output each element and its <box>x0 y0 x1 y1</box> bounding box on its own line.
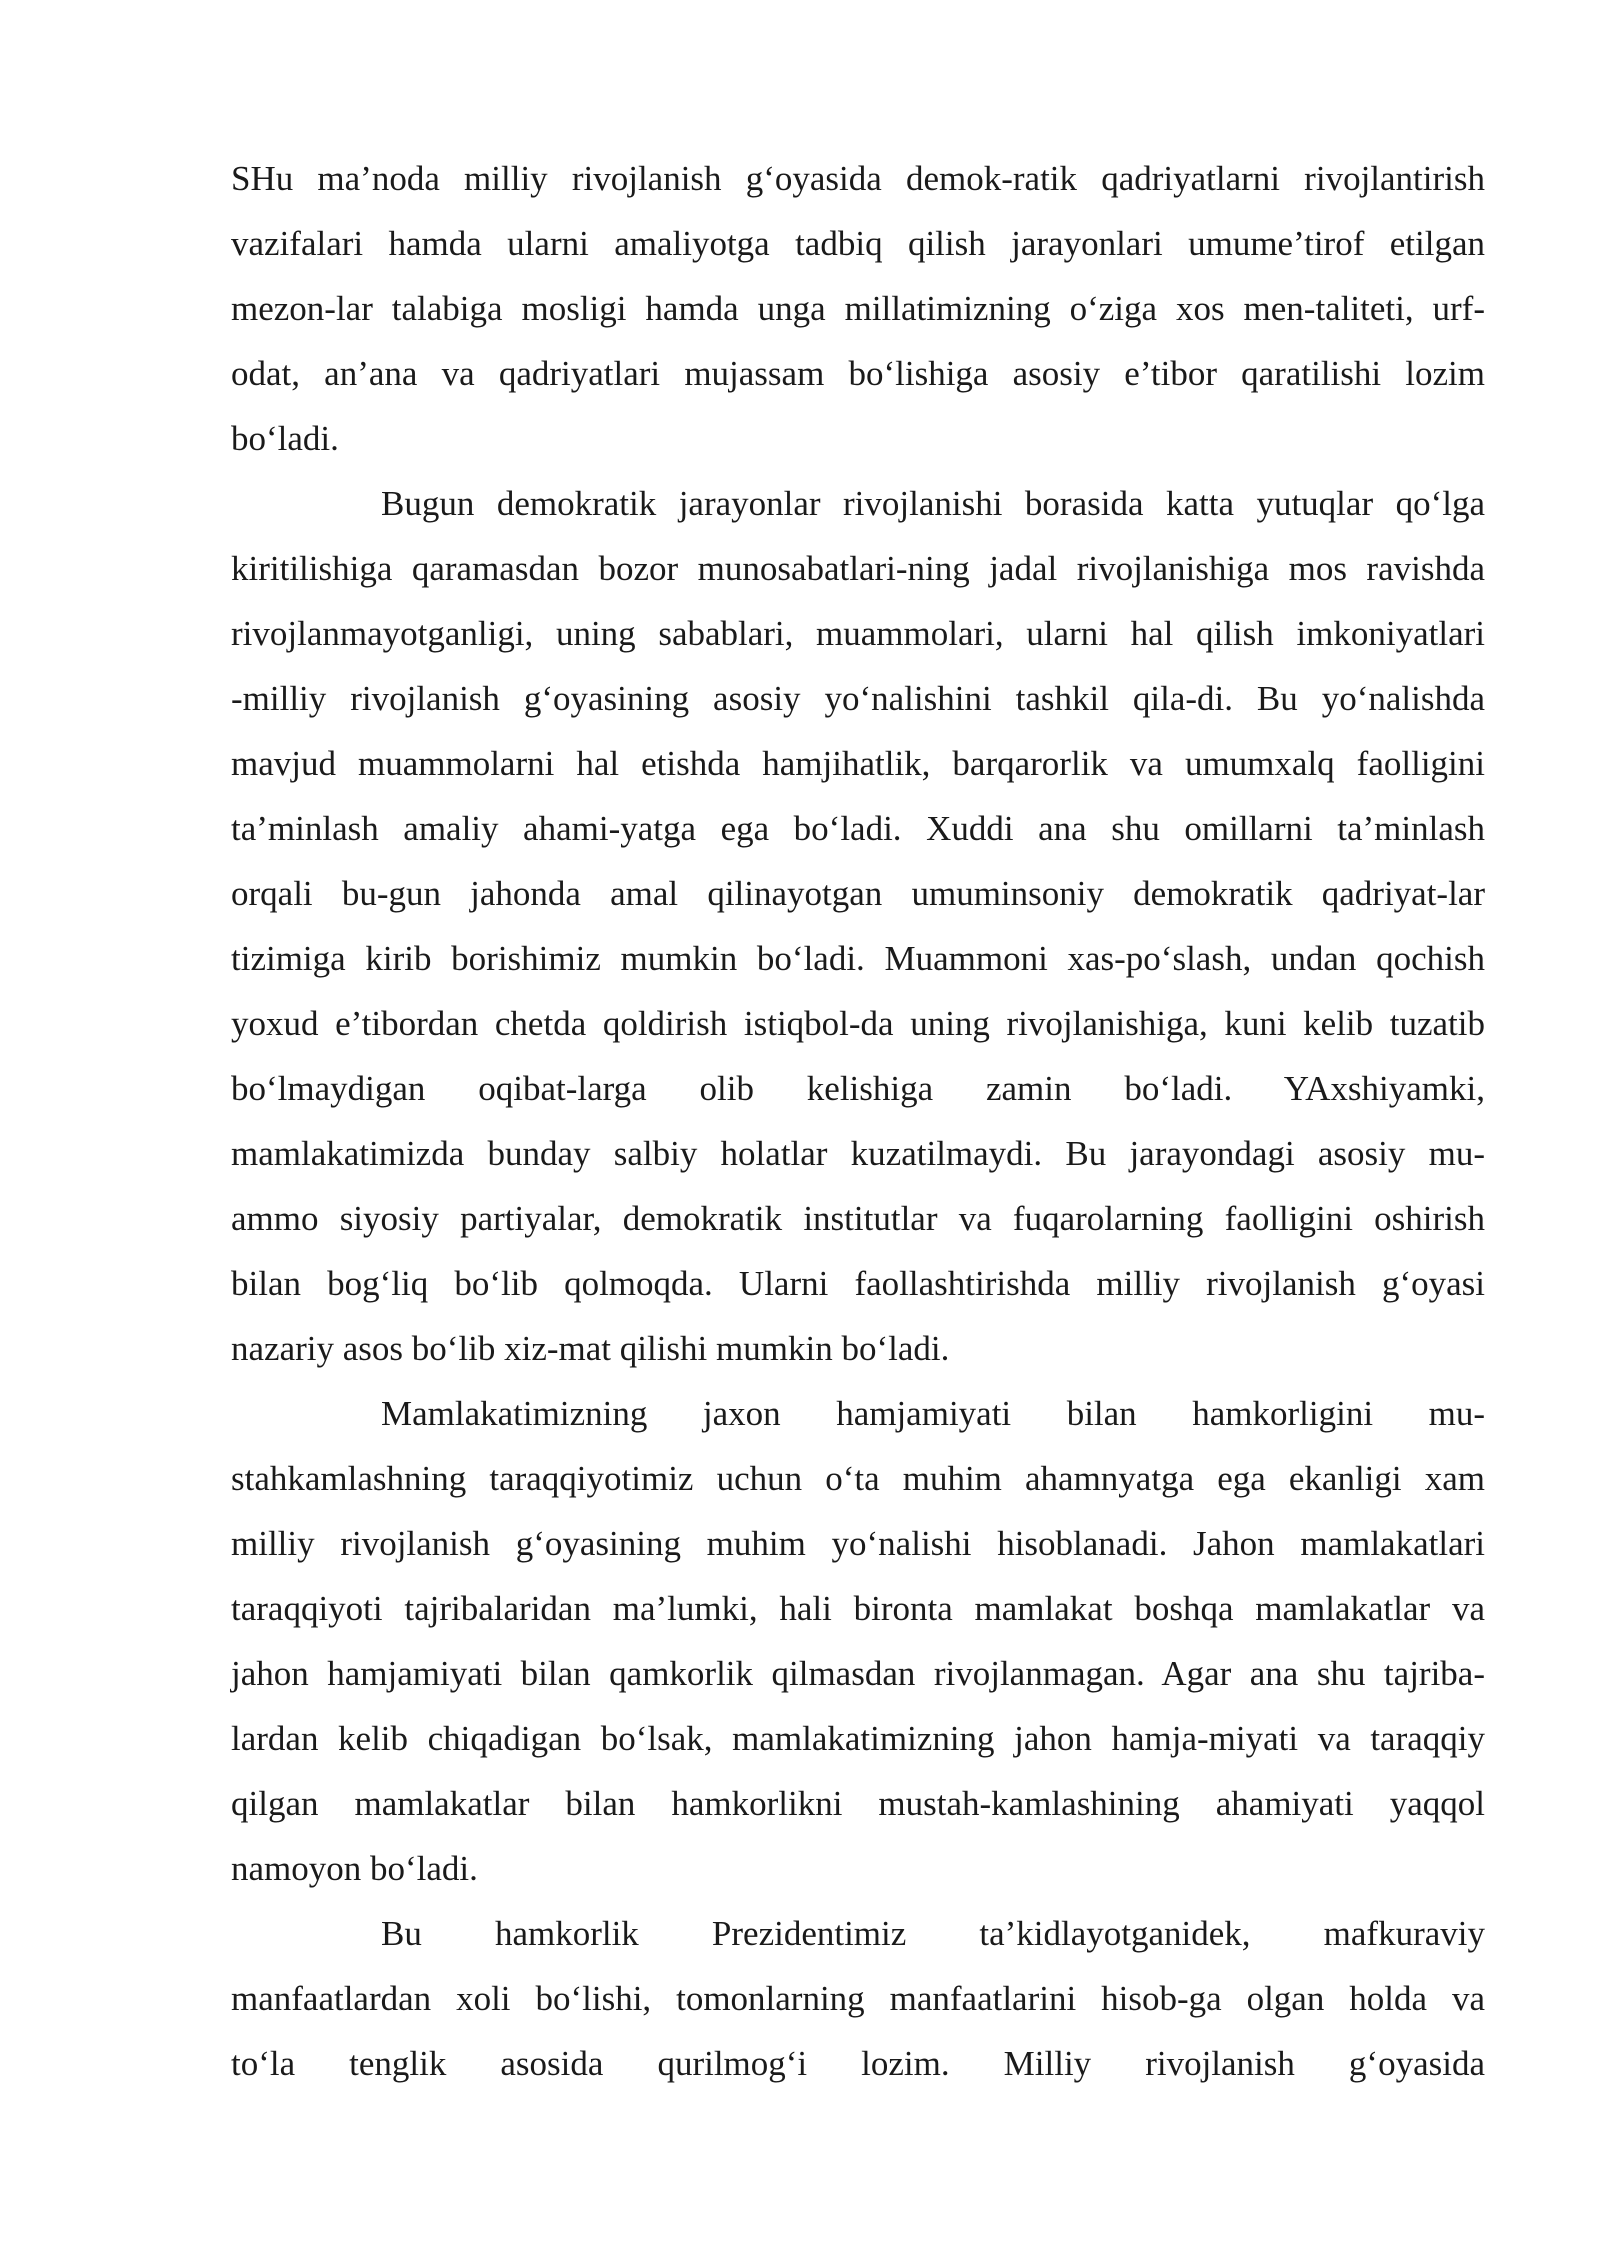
text-line: vazifalari hamda ularni amaliyotga tadbiq qilish jarayonlari umume’tirof etilgan <box>231 224 1485 263</box>
text-line: SHu ma’noda milliy rivojlanish g‘oyasida demok-ratik qadriyatlarni rivojlantirish <box>231 159 1485 198</box>
document-page <box>231 146 1485 2096</box>
text-line: odat, an’ana va qadriyatlari mujassam bo‘lishiga asosiy e’tibor qaratilishi lozim <box>231 354 1485 393</box>
text-line: ta’minlash amaliy ahami-yatga ega bo‘ladi. Xuddi ana shu omillarni ta’minlash <box>231 809 1485 848</box>
text-line: qilgan mamlakatlar bilan hamkorlikni mustah-kamlashining ahamiyati yaqqol <box>231 1784 1485 1823</box>
text-line: -milliy rivojlanish g‘oyasining asosiy yo‘nalishini tashkil qila-di. Bu yo‘nalishda <box>231 679 1485 718</box>
text-line: rivojlanmayotganligi, uning sabablari, muammolari, ularni hal qilish imkoniyatlari <box>231 614 1485 653</box>
text-line: tizimiga kirib borishimiz mumkin bo‘ladi. Muammoni xas-po‘slash, undan qochish <box>231 939 1485 978</box>
text-line: bo‘ladi. <box>231 419 339 458</box>
paragraph-first-line: Mamlakatimizning jaxon hamjamiyati bilan hamkorligini mu- <box>381 1394 1485 1433</box>
text-line: kiritilishiga qaramasdan bozor munosabatlari-ning jadal rivojlanishiga mos ravishda <box>231 549 1485 588</box>
text-line: yoxud e’tibordan chetda qoldirish istiqbol-da uning rivojlanishiga, kuni kelib tuzatib <box>231 1004 1485 1043</box>
text-line: mavjud muammolarni hal etishda hamjihatlik, barqarorlik va umumxalq faolligini <box>231 744 1485 783</box>
text-line: nazariy asos bo‘lib xiz-mat qilishi mumkin bo‘ladi. <box>231 1329 950 1368</box>
text-line: milliy rivojlanish g‘oyasining muhim yo‘nalishi hisoblanadi. Jahon mamlakatlari <box>231 1524 1485 1563</box>
text-line: orqali bu-gun jahonda amal qilinayotgan umuminsoniy demokratik qadriyat-lar <box>231 874 1485 913</box>
text-line: bilan bog‘liq bo‘lib qolmoqda. Ularni faollashtirishda milliy rivojlanish g‘oyasi <box>231 1264 1485 1303</box>
text-line: stahkamlashning taraqqiyotimiz uchun o‘ta muhim ahamnyatga ega ekanligi xam <box>231 1459 1485 1498</box>
text-line: namoyon bo‘ladi. <box>231 1849 478 1888</box>
text-line: jahon hamjamiyati bilan qamkorlik qilmasdan rivojlanmagan. Agar ana shu tajriba- <box>231 1654 1485 1693</box>
paragraph-first-line: Bugun demokratik jarayonlar rivojlanishi borasida katta yutuqlar qo‘lga <box>381 484 1485 523</box>
text-line: mezon-lar talabiga mosligi hamda unga millatimizning o‘ziga xos men-taliteti, urf- <box>231 289 1485 328</box>
text-line: lardan kelib chiqadigan bo‘lsak, mamlakatimizning jahon hamja-miyati va taraqqiy <box>231 1719 1485 1758</box>
text-line: mamlakatimizda bunday salbiy holatlar kuzatilmaydi. Bu jarayondagi asosiy mu- <box>231 1134 1485 1173</box>
paragraph-first-line: Bu hamkorlik Prezidentimiz ta’kidlayotganidek, mafkuraviy <box>381 1914 1485 1953</box>
text-line: manfaatlardan xoli bo‘lishi, tomonlarning manfaatlarini hisob-ga olgan holda va <box>231 1979 1485 2018</box>
text-line: ammo siyosiy partiyalar, demokratik institutlar va fuqarolarning faolligini oshirish <box>231 1199 1485 1238</box>
text-line: to‘la tenglik asosida qurilmog‘i lozim. Milliy rivojlanish g‘oyasida <box>231 2044 1485 2083</box>
text-line: bo‘lmaydigan oqibat-larga olib kelishiga zamin bo‘ladi. YAxshiyamki, <box>231 1069 1485 1108</box>
text-line: taraqqiyoti tajribalaridan ma’lumki, hali bironta mamlakat boshqa mamlakatlar va <box>231 1589 1485 1628</box>
